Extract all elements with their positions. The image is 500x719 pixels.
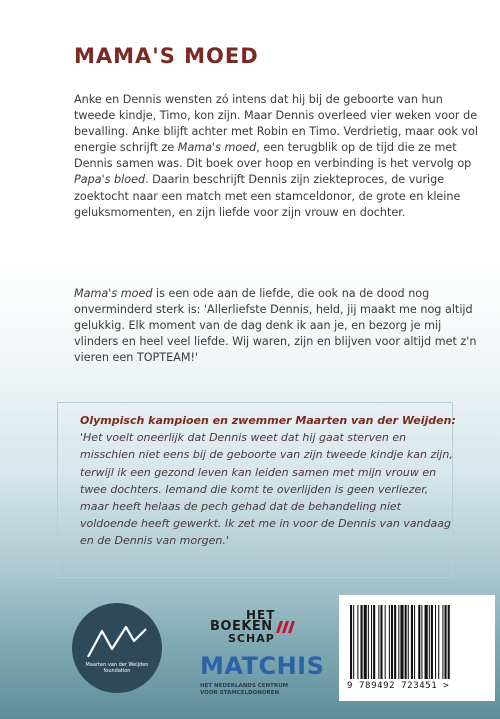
- matchis-name: MATCHIS: [200, 652, 325, 680]
- matchis-logo: [200, 652, 325, 702]
- quote-text: 'Het voelt oneerlijk dat Dennis weet dat hij gaat sterven en misschien niet eens bij de geboorte van zijn tweede kindje kan zijn, terwijl ik een gezond leven kan leiden samen met mijn vrouw en twee dochters. Iemand die komt te overlijden is geen verliezer, maar heeft helaas de pech gehad dat de behandeling niet voldoende heeft gewerkt. Ik zet me in voor de Dennis van vandaag en de Dennis van morgen.': [80, 431, 453, 548]
- barcode-bar: [373, 605, 375, 679]
- endorsement-quote: [80, 412, 460, 550]
- barcode-icon: [348, 605, 486, 679]
- barcode-bar: [380, 605, 382, 679]
- text-run: Mama's moed: [74, 287, 153, 300]
- text-run: . Daarin beschrijft Dennis zijn ziekteproces, de vurige zoektocht naar een match met een stamceldonor, de grote en kleine geluksmomenten, en zijn liefde voor zijn vrouw en dochter.: [74, 173, 461, 219]
- barcode-bar: [445, 605, 447, 679]
- text-run: , een terugblik op de tijd die ze met Dennis samen was. Dit boek over hoop en verbinding is het vervolg op: [74, 141, 472, 171]
- boekenschap-het: HET: [246, 608, 276, 622]
- boekenschap-schap: SCHAP: [228, 632, 275, 645]
- barcode-bar: [368, 605, 369, 679]
- barcode-bar: [378, 605, 379, 679]
- barcode-bar: [405, 605, 407, 679]
- barcode-bar: [371, 605, 372, 679]
- barcode-bar: [429, 605, 430, 679]
- text-run: Mama's moed: [177, 141, 257, 155]
- text-run: Anke en Dennis wensten zó intens dat hij bij de geboorte van hun tweede kindje, Timo, kon zijn. Maar Dennis overleed vier weken voor de bevalling. Anke blijft achter met Robin en Timo. Verdrietig, maar ook vol energie schrijft ze: [74, 93, 478, 155]
- barcode-bar: [414, 605, 415, 679]
- barcode-bar: [421, 605, 422, 679]
- isbn-number: 9 789492 723451 >: [347, 681, 450, 691]
- wave-mark-icon: [86, 625, 148, 659]
- boekenschap-logo: [210, 608, 320, 644]
- foundation-name: Maarten van der Weijden foundation: [85, 662, 149, 674]
- barcode-bar: [353, 605, 354, 679]
- barcode-bar: [438, 605, 439, 679]
- barcode-bar: [394, 605, 396, 679]
- quote-author: Olympisch kampioen en zwemmer Maarten van der Weijden:: [80, 414, 456, 427]
- matchis-tagline: HET NEDERLANDS CENTRUM VOOR STAMCELDONOREN: [200, 683, 289, 696]
- barcode-bar: [408, 605, 409, 679]
- text-run: Papa's bloed: [74, 173, 146, 187]
- barcode-bar: [448, 605, 450, 679]
- barcode-bar: [357, 605, 358, 679]
- barcode-bar: [389, 605, 390, 679]
- barcode-bar: [411, 605, 413, 679]
- barcode-bar: [425, 605, 428, 679]
- barcode-bar: [350, 605, 352, 679]
- foundation-logo: [72, 603, 162, 693]
- barcode-bar: [398, 605, 399, 679]
- barcode-bar: [418, 605, 420, 679]
- blurb-paragraph-1: [74, 92, 486, 221]
- boekenschap-boeken: BOEKEN: [210, 619, 273, 634]
- barcode-bar: [361, 605, 363, 679]
- book-stripes-icon: [274, 621, 298, 633]
- barcode-bar: [442, 605, 443, 679]
- barcode-bar: [391, 605, 393, 679]
- blurb-paragraph-2: [74, 286, 486, 366]
- isbn-barcode: [339, 595, 495, 701]
- barcode-bar: [364, 605, 367, 679]
- text-run: is een ode aan de liefde, die ook na de dood nog onverminderd sterk is: 'Allerliefste Dennis, held, jij maakt me nog altijd gelukkig. Elk moment van de dag denk ik aan je, en bezorg je mij vlinders en heel veel liefde. Wij waren, zijn en blijven voor altijd met z'n vieren een TOPTEAM!': [74, 287, 477, 365]
- barcode-bar: [435, 605, 436, 679]
- barcode-bar: [400, 605, 403, 679]
- barcode-bar: [431, 605, 433, 679]
- book-title: MAMA'S MOED: [74, 44, 259, 68]
- barcode-bar: [385, 605, 386, 679]
